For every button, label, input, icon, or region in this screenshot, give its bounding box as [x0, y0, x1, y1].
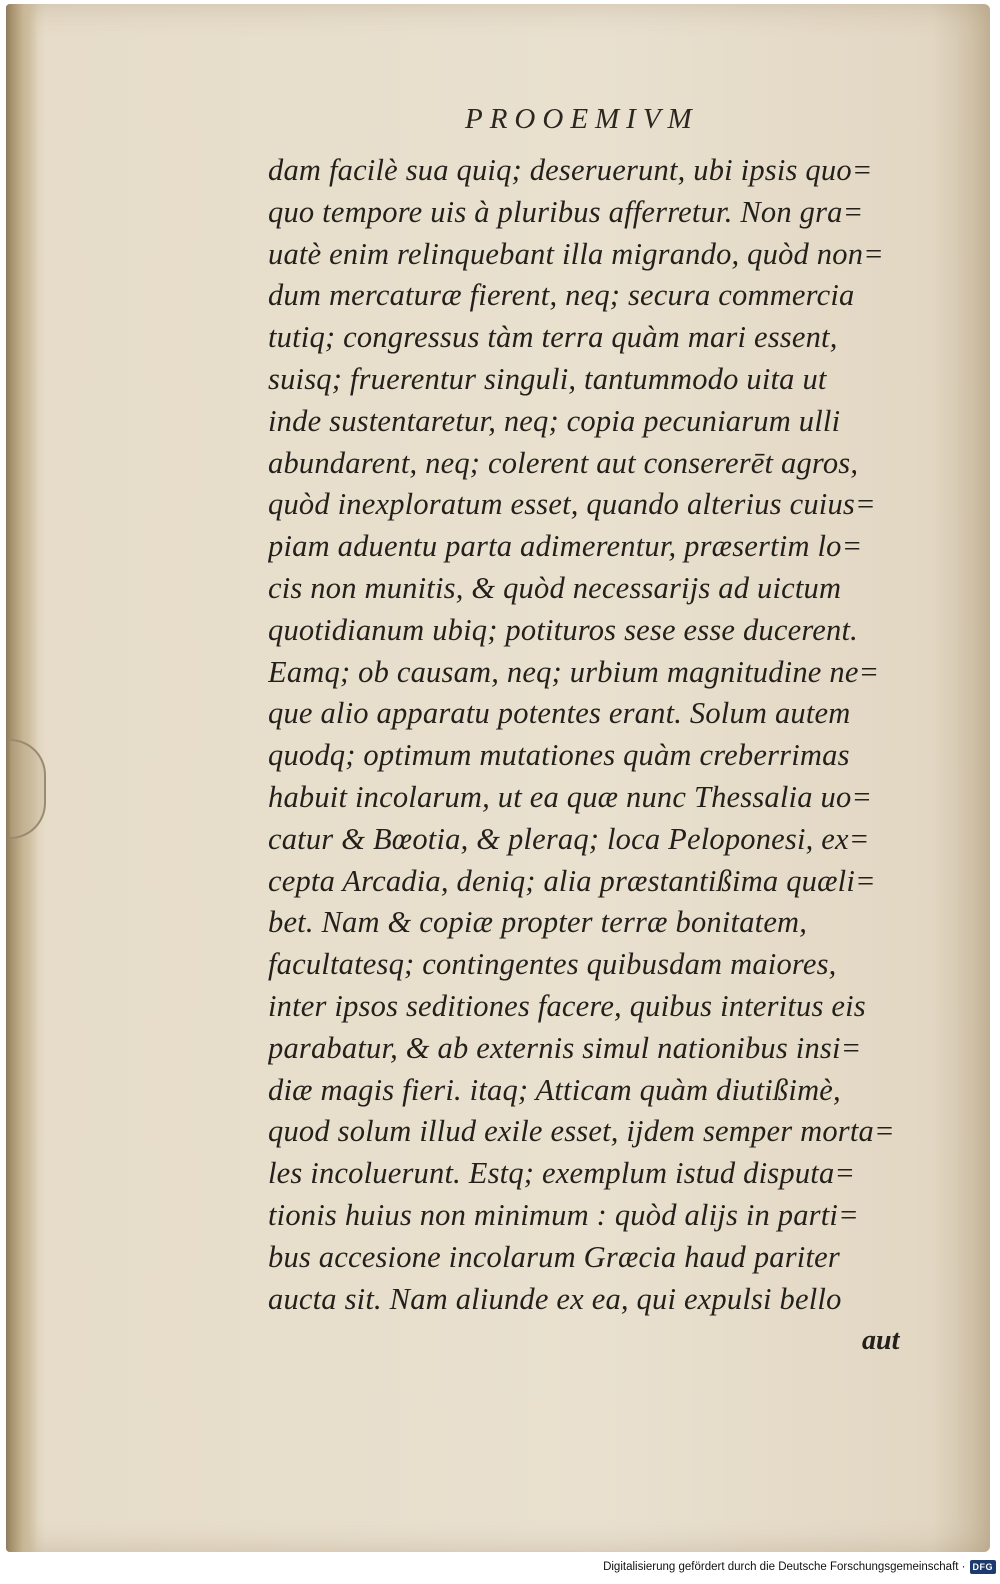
text-line: quodq; optimum mutationes quàm creberrimas — [268, 738, 850, 773]
text-line: inter ipsos seditiones facere, quibus interitus eis — [268, 988, 866, 1023]
body-text — [268, 150, 938, 1320]
text-line: diæ magis fieri. itaq; Atticam quàm diutißimè, — [268, 1072, 841, 1107]
text-line: dum mercaturæ fierent, neq; secura commercia — [268, 278, 855, 313]
text-line: habuit incolarum, ut ea quæ nunc Thessalia uo= — [268, 779, 873, 814]
text-line: piam aduentu parta adimerentur, præsertim lo= — [268, 529, 863, 564]
text-line: facultatesq; contingentes quibusdam maiores, — [268, 947, 837, 982]
text-line: aucta sit. Nam aliunde ex ea, qui expulsi bello — [268, 1281, 842, 1316]
text-line: cepta Arcadia, deniq; alia præstantißima quæli= — [268, 863, 876, 898]
text-line: que alio apparatu potentes erant. Solum autem — [268, 696, 851, 731]
credit-text: Digitalisierung gefördert durch die Deutsche Forschungsgemeinschaft · — [603, 1561, 966, 1573]
dfg-logo: DFG — [970, 1560, 997, 1574]
text-line: quòd inexploratum esset, quando alterius cuius= — [268, 487, 876, 522]
text-line: catur & Bœotia, & pleraq; loca Peloponesi, ex= — [268, 821, 870, 856]
binding-clasp-shadow — [10, 739, 46, 839]
text-line: suisq; fruerentur singuli, tantummodo uita ut — [268, 361, 827, 396]
digitization-credit — [600, 1555, 996, 1579]
running-header: PROOEMIVM — [465, 103, 699, 135]
text-line: cis non munitis, & quòd necessarijs ad uictum — [268, 570, 842, 605]
text-line: uatè enim relinquebant illa migrando, quòd non= — [268, 236, 884, 271]
text-line: bus accesione incolarum Græcia haud pariter — [268, 1239, 840, 1274]
text-line: bet. Nam & copiæ propter terræ bonitatem, — [268, 905, 808, 940]
text-line: quo tempore uis à pluribus afferretur. Non gra= — [268, 194, 864, 229]
text-line: quod solum illud exile esset, ijdem semper morta= — [268, 1114, 895, 1149]
text-line: tionis huius non minimum : quòd alijs in parti= — [268, 1197, 859, 1232]
text-line: abundarent, neq; colerent aut consererēt agros, — [268, 445, 859, 480]
text-line: tutiq; congressus tàm terra quàm mari essent, — [268, 320, 838, 355]
catchword: aut — [862, 1325, 900, 1356]
text-line: Eamq; ob causam, neq; urbium magnitudine ne= — [268, 654, 880, 689]
text-line: quotidianum ubiq; potituros sese esse ducerent. — [268, 612, 858, 647]
text-line: inde sustentaretur, neq; copia pecuniarum ulli — [268, 403, 841, 438]
text-line: les incoluerunt. Estq; exemplum istud disputa= — [268, 1156, 856, 1191]
text-line: dam facilè sua quiq; deseruerunt, ubi ipsis quo= — [268, 153, 873, 187]
text-line: parabatur, & ab externis simul nationibus insi= — [268, 1030, 862, 1065]
